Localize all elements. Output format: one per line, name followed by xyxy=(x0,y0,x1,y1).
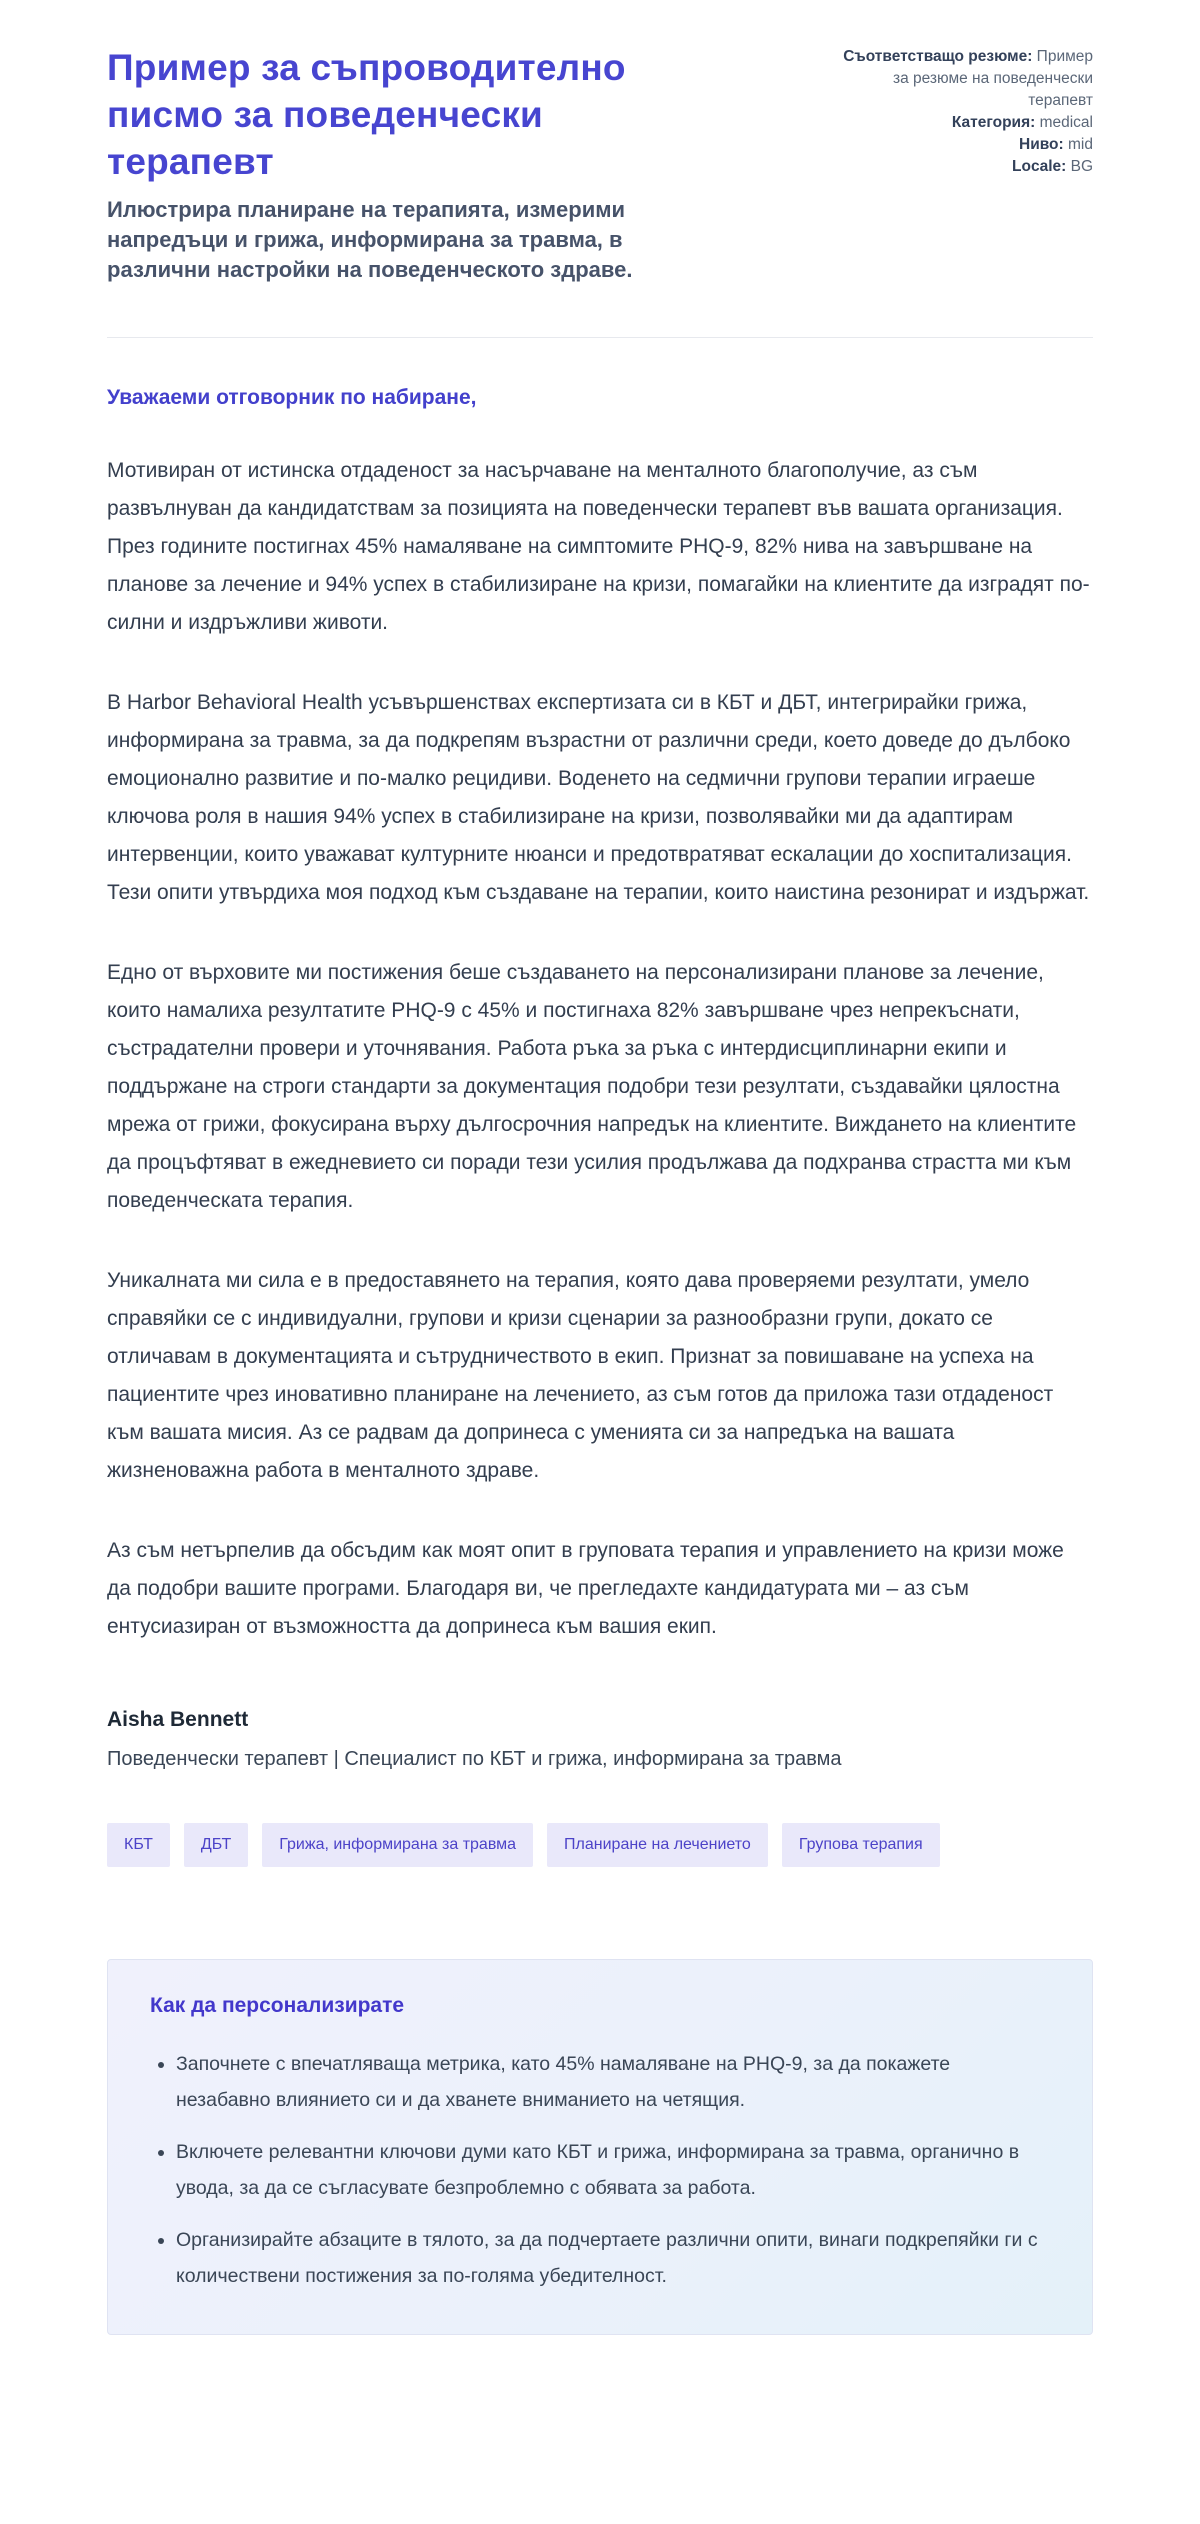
tag-chip: ДБТ xyxy=(184,1823,248,1867)
letter-greeting: Уважаеми отговорник по набиране, xyxy=(107,386,477,409)
meta-matching-resume xyxy=(843,48,1093,109)
meta-level-label: Ниво: xyxy=(1019,136,1064,153)
meta-matching-resume-value: Пример за резюме на поведенчески терапевт xyxy=(892,48,1093,109)
signature-role: Поведенчески терапевт | Специалист по КБТ и грижа, информирана за травма xyxy=(107,1748,842,1770)
meta-box xyxy=(843,44,1093,178)
meta-level-value: mid xyxy=(1063,136,1093,153)
page-subtitle: Илюстрира планиране на терапията, измерими напредъци и грижа, информирана за травма, в различни настройки на поведенческото здраве. xyxy=(107,197,633,282)
header xyxy=(107,44,1093,285)
page-container xyxy=(107,0,1093,2405)
divider xyxy=(107,337,1093,338)
meta-category-label: Категория: xyxy=(951,114,1036,131)
letter-paragraph: Аз съм нетърпелив да обсъдим как моят опит в груповата терапия и управлението на кризи може да подобри вашите програми. Благодаря ви, че прегледахте кандидатурата ми – аз съм ентусиазиран от възможността да допринеса към вашия екип. xyxy=(107,1539,1064,1638)
tip-item: • Включете релевантни ключови думи като КБТ и грижа, информирана за травма, органично в увода, за да се съгласувате безпроблемно с обявата за работа. xyxy=(176,2134,1050,2206)
letter-body xyxy=(107,452,1093,1646)
tag-chip: Планиране на лечението xyxy=(547,1823,768,1867)
tag-chip: КБТ xyxy=(107,1823,170,1867)
tag-list xyxy=(107,1823,1093,1867)
letter-paragraph: Уникалната ми сила е в предоставянето на терапия, която дава проверяеми резултати, умело справяйки се с индивидуални, групови и кризи сценарии за разнообразни групи, докато се отличавам в документацията и сътрудничеството в екип. Признат за повишаване на успеха на пациентите чрез иновативно планиране на лечението, аз съм готов да приложа тази отдаденост към вашата мисия. Аз се радвам да допринеса с уменията си за напредъка на вашата жизненоважна работа в менталното здраве. xyxy=(107,1269,1054,1482)
meta-locale xyxy=(1012,158,1093,175)
meta-locale-label: Locale: xyxy=(1012,158,1067,175)
letter-paragraph: В Harbor Behavioral Health усъвършенствах експертизата си в КБТ и ДБТ, интегрирайки грижа, информирана за травма, за да подкрепям възрастни от различни среди, което доведе до дълбоко емоционално развитие и по-малко рецидиви. Воденето на седмични групови терапии играеше ключова роля в нашия 94% успех в стабилизиране на кризи, позволявайки ми да адаптирам интервенции, които уважават културните нюанси и предотвратяват ескалации до хоспитализация. Тези опити утвърдиха моя подход към създаване на терапии, които наистина резонират и издържат. xyxy=(107,691,1090,904)
meta-level xyxy=(1019,136,1093,153)
tip-item: • Организирайте абзаците в тялото, за да подчертаете различни опити, винаги подкрепяйки ги с количествени постижения за по-голяма убедителност. xyxy=(176,2222,1050,2294)
tip-item: • Започнете с впечатляваща метрика, като 45% намаляване на PHQ-9, за да покажете незабавно влиянието си и да хванете вниманието на четящия. xyxy=(176,2046,1050,2118)
tag-chip: Грижа, информирана за травма xyxy=(262,1823,533,1867)
signature-name: Aisha Bennett xyxy=(107,1708,249,1731)
letter-paragraph: Едно от върховите ми постижения беше създаването на персонализирани планове за лечение, които намалиха резултатите PHQ-9 с 45% и постигнаха 82% завършване чрез непрекъснати, състрадателни провери и уточнявания. Работа ръка за ръка с интердисциплинарни екипи и поддържане на строги стандарти за документация подобри тези резултати, създавайки цялостна мрежа от грижи, фокусирана върху дългосрочния напредък на клиентите. Виждането на клиентите да процъфтяват в ежедневието си поради тези усилия продължава да подхранва страстта ми към поведенческата терапия. xyxy=(107,961,1077,1212)
header-left xyxy=(107,44,687,285)
page-title: Пример за съпроводително писмо за поведенчески терапевт xyxy=(107,47,626,182)
meta-category-value: medical xyxy=(1035,114,1093,131)
tips-list xyxy=(150,2046,1050,2294)
tips-box xyxy=(107,1959,1093,2335)
meta-matching-resume-label: Съответстващо резюме: xyxy=(843,48,1033,65)
letter-paragraph: Мотивиран от истинска отдаденост за насърчаване на менталното благополучие, аз съм развълнуван да кандидатствам за позицията на поведенчески терапевт във вашата организация. През годините постигнах 45% намаляване на симптомите PHQ-9, 82% нива на завършване на планове за лечение и 94% успех в стабилизиране на кризи, помагайки на клиентите да изградят по-силни и издръжливи животи. xyxy=(107,459,1090,634)
meta-locale-value: BG xyxy=(1066,158,1093,175)
meta-category xyxy=(952,114,1093,131)
tag-chip: Групова терапия xyxy=(782,1823,940,1867)
tips-title: Как да персонализирате xyxy=(150,1994,405,2017)
